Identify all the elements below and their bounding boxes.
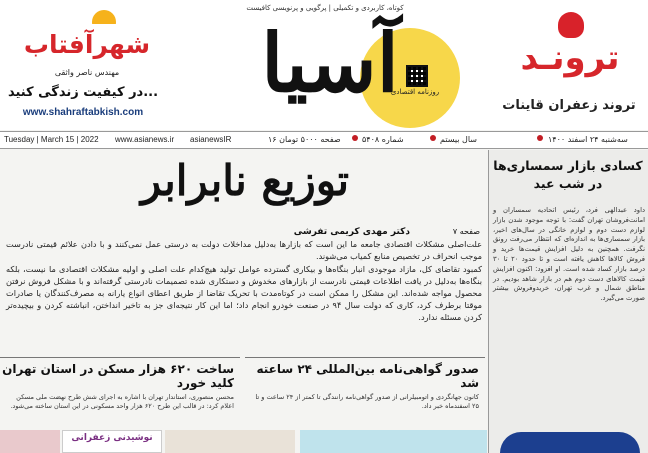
advert-zafaran-drink[interactable] [62,430,162,453]
advert-torond-subtitle: تروند زعفران قاینات [502,98,636,113]
sidebar-column [488,150,648,453]
sun-icon [92,10,116,24]
advert-torond[interactable] [488,0,648,130]
newspaper-type: روزنامه اقتصادی [390,88,440,96]
story-housing[interactable] [0,357,240,437]
article-paragraph: علت‌اصلی مشکلات اقتصادی جامعه ما این است که بازارها به‌دلیل مداخلات دولت به درستی عمل نمی‌کنند و با دادن علائم قیمتی نادرست موجب انحراف در تخصیص منابع کمیاب می‌شوند. [6,239,482,261]
lead-article-body [6,238,482,324]
advert-brand-name: شهرآفتاب [23,30,151,59]
page-reference[interactable]: صفحه ۷ [452,227,480,236]
story-summary: محسن منصوری، استاندار تهران با اشاره به اجرای شش طرح نهضت ملی مسکن اعلام کرد: در قالب این طرح ۶۲۰ هزار واحد مسکونی در این استان ساخته می‌شود. [10,393,234,410]
issue-info-bar [0,131,648,149]
date-persian: سه‌شنبه ۲۴ اسفند ۱۴۰۰ [548,135,628,144]
main-column [0,150,487,453]
sidebar-headline[interactable]: کسادی بازار سمساری‌ها در شب عید [493,158,643,191]
issue-number: شماره ۵۴۰۸ [362,135,404,144]
main-headline[interactable]: توزیع نابرابر [140,156,350,205]
saffron-flower-icon [558,12,584,38]
separator-dot-icon [537,135,543,141]
newspaper-logo-area [170,0,480,130]
bottom-ad-strip [0,430,487,453]
advert-slogan: در کیفیت زندگی کنید... [7,85,159,100]
qr-code-icon[interactable] [406,65,428,87]
advert-block[interactable] [165,430,295,453]
instagram-handle[interactable]: asianewsIR [190,135,232,144]
sidebar-advert[interactable] [500,432,640,453]
masthead [0,0,648,130]
advert-label: نوشیدنی زعفرانی [71,433,153,443]
advert-subtitle [12,68,162,77]
date-english: Tuesday | March 15 | 2022 [4,135,99,144]
article-author: دکتر مهدی کریمی تفرشی [293,227,410,237]
story-summary: کانون جهانگردی و اتومبیلرانی از صدور گواهی‌نامه رانندگی تا کمتر از ۲۴ ساعت و تا ۲۵ اسفندماه خبر داد. [255,393,479,410]
advert-block[interactable] [0,430,60,453]
advert-url[interactable]: www.shahraftabkish.com [22,107,144,118]
advert-torond-name: ترونـد [520,38,620,78]
advert-shahr-aftab[interactable] [0,0,165,130]
sidebar-article-body: داود عبدالهی فرد، رئیس اتحادیه سمساران و امانت‌فروشان تهران گفت: با توجه موجود شدن بازار لوازم دست دوم و لوازم خانگی در سال‌های اخیر، بازار سمساری‌ها به اندازه‌ای که انتظار می‌رفت رونق نگرفت. همچنین به دلیل افزایش قیمت‌ها خرید و فروش کالاها کاهش یافته است و تا حدود ۲۰ تا ۳۰ درصد بازار کساد شده است. او افزود: اکنون افزایش قیمت کالاهای دست دوم هم در بازار شاهد بودیم. در مناطق شمال و غرب تهران، خریدوفروش بیشتر صورت می‌گیرد. [493,206,645,303]
volume-year: سال بیستم [440,135,478,144]
price-pages: ۱۶ صفحه ۵۰۰۰ تومان [268,135,341,144]
tagline: کوتاه، کاربردی و تکمیلی | پرگویی و پرنویسی کافیست [246,4,404,12]
article-paragraph: کمبود تقاضای کل، مازاد موجودی انبار بنگاه‌ها و بیکاری گسترده عوامل تولید هیچ‌کدام علت اصلی و اولیه مشکلات اقتصادی ما نیست، بلکه بنگاه‌ها به‌دلیل در یافت اطلاعات قیمتی نادرست از بازارهای مخدوش و دستکاری شده تصمیمات نادرستی گرفته‌اند و با مشکل فروش نرفتن محصول مواجه شده‌اند. این مشکل را ممکن است در کوتاه‌مدت با تحریک تقاضا از طریق اعطای انواع یارانه به مصرف‌کنندگان یا صادرات موقتا برطرف کرد، کاری که دولت سال ۹۴ در صنعت خودرو انجام داد؛ اما این کار نتیجه‌ای جز به تاخیر انداختن، انباشته کردن و بیچیده‌تر کردن مسئله ندارد. [6,264,483,322]
advert-address: مهندس ناصر واثقی [54,68,120,77]
story-headline: ساخت ۶۲۰ هزار مسکن در استان تهران کلید خورد [2,362,234,390]
separator-dot-icon [352,135,358,141]
story-license[interactable] [245,357,485,437]
newspaper-logo: آسیا [261,16,399,110]
story-headline: صدور گواهی‌نامه بین‌المللی ۲۴ ساعته شد [256,362,479,390]
separator-dot-icon [430,135,436,141]
website-link[interactable]: www.asianews.ir [115,135,175,144]
advert-block[interactable] [300,430,487,453]
